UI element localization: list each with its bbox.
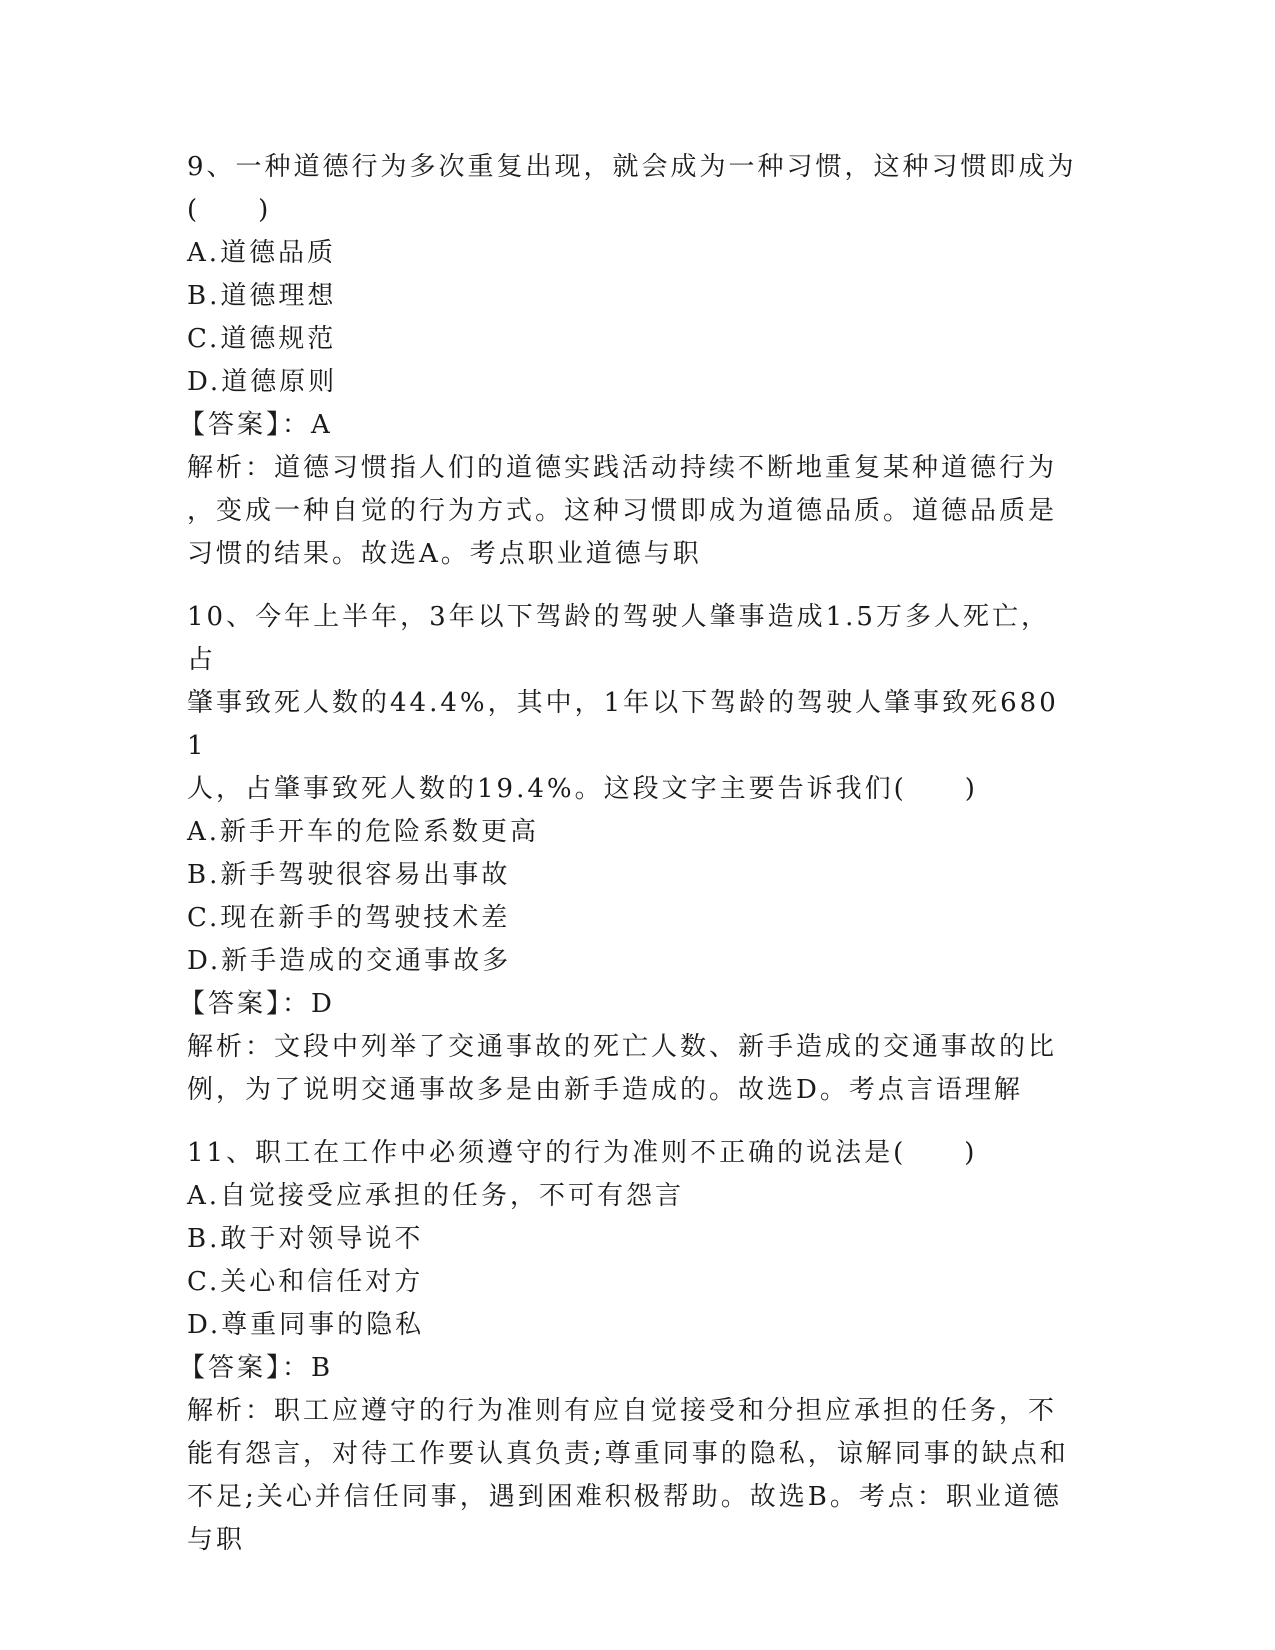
option-d: D.新手造成的交通事故多 — [187, 946, 512, 976]
question-list — [179, 146, 1077, 1582]
question-stem-line: 11、职工在工作中必须遵守的行为准则不正确的说法是( ) — [187, 1138, 978, 1168]
analysis-line: 解析：道德习惯指人们的道德实践活动持续不断地重复某种道德行为 — [187, 453, 1058, 483]
question-9 — [179, 146, 1077, 576]
answer-label: 【答案】：A — [179, 410, 333, 440]
option-d: D.尊重同事的隐私 — [187, 1310, 425, 1340]
question-stem-line: 9、一种道德行为多次重复出现，就会成为一种习惯，这种习惯即成为 — [187, 152, 1077, 182]
analysis-line: 习惯的结果。故选A。考点职业道德与职 — [187, 539, 702, 569]
option-a: A.新手开车的危险系数更高 — [187, 817, 540, 847]
question-stem-line: 10、今年上半年，3年以下驾龄的驾驶人肇事造成1.5万多人死亡，占 — [187, 602, 1050, 675]
answer-label: 【答案】：B — [179, 1353, 334, 1383]
answer-label: 【答案】：D — [179, 989, 335, 1019]
option-d: D.道德原则 — [187, 367, 338, 397]
option-c: C.关心和信任对方 — [187, 1267, 424, 1297]
question-10 — [179, 596, 1077, 1112]
question-stem-line: ( ) — [187, 195, 272, 225]
option-a: A.道德品质 — [187, 238, 337, 268]
analysis-line: ，变成一种自觉的行为方式。这种习惯即成为道德品质。道德品质是 — [187, 496, 1058, 526]
option-b: B.敢于对领导说不 — [187, 1224, 424, 1254]
analysis-line: 解析：文段中列举了交通事故的死亡人数、新手造成的交通事故的比 — [187, 1032, 1058, 1062]
analysis-line: 不足;关心并信任同事，遇到困难积极帮助。故选B。考点：职业道德 — [187, 1482, 1062, 1512]
analysis-line: 例，为了说明交通事故多是由新手造成的。故选D。考点言语理解 — [187, 1075, 1023, 1105]
option-c: C.道德规范 — [187, 324, 337, 354]
option-a: A.自觉接受应承担的任务，不可有怨言 — [187, 1181, 685, 1211]
analysis-line: 能有怨言，对待工作要认真负责;尊重同事的隐私，谅解同事的缺点和 — [187, 1439, 1069, 1469]
question-stem-line: 肇事致死人数的44.4%，其中，1年以下驾龄的驾驶人肇事致死6801 — [187, 688, 1059, 761]
question-11 — [179, 1132, 1077, 1562]
option-c: C.现在新手的驾驶技术差 — [187, 903, 511, 933]
option-b: B.道德理想 — [187, 281, 337, 311]
analysis-line: 解析：职工应遵守的行为准则有应自觉接受和分担应承担的任务，不 — [187, 1396, 1058, 1426]
option-b: B.新手驾驶很容易出事故 — [187, 860, 511, 890]
analysis-line: 与职 — [187, 1525, 246, 1555]
question-stem-line: 人，占肇事致死人数的19.4%。这段文字主要告诉我们( ) — [187, 774, 978, 804]
